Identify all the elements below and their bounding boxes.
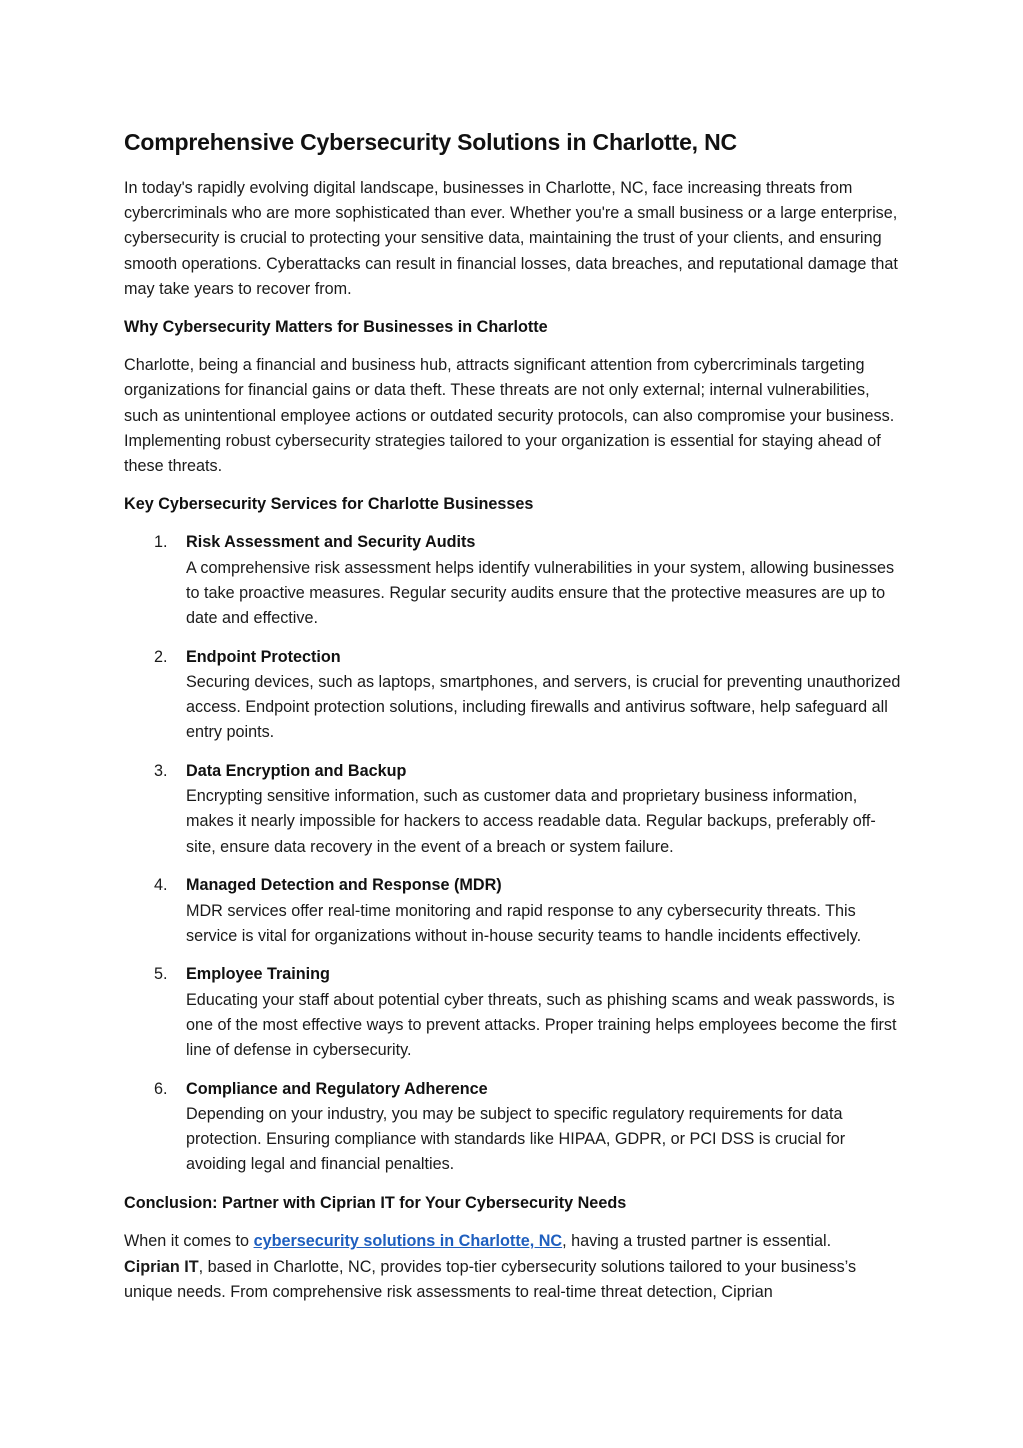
list-number: 2.	[154, 647, 168, 666]
why-heading: Why Cybersecurity Matters for Businesses in Charlotte	[124, 318, 548, 337]
list-item	[124, 962, 904, 1063]
list-item	[124, 1077, 904, 1178]
services-list	[124, 530, 904, 1177]
list-number: 3.	[154, 762, 168, 781]
list-item-description: Educating your staff about potential cyber threats, such as phishing scams and weak passwords, is one of the most effective ways to prevent attacks. Proper training helps employees become the first line of defense in cybersecurity.	[186, 990, 897, 1060]
list-item-title: Risk Assessment and Security Audits	[186, 533, 476, 552]
company-name: Ciprian IT	[124, 1257, 199, 1276]
list-item-title: Compliance and Regulatory Adherence	[186, 1079, 488, 1098]
list-item-description: Encrypting sensitive information, such as customer data and proprietary business information, makes it nearly impossible for hackers to access readable data. Regular backups, preferably off-site, ensure data recovery in the event of a breach or system failure.	[186, 787, 876, 856]
page-title: Comprehensive Cybersecurity Solutions in Charlotte, NC	[124, 129, 737, 155]
list-item-description: A comprehensive risk assessment helps identify vulnerabilities in your system, allowing businesses to take proactive measures. Regular security audits ensure that the protective measures are up to date and effective.	[186, 558, 895, 628]
conclusion-text-after-company: , based in Charlotte, NC, provides top-tier cybersecurity solutions tailored to your business’s unique needs. From comprehensive risk assessments to real-time threat detection, Ciprian	[124, 1257, 857, 1301]
services-heading: Key Cybersecurity Services for Charlotte Businesses	[124, 495, 534, 514]
list-item	[124, 759, 904, 860]
conclusion-text-start: When it comes to	[124, 1232, 254, 1251]
list-item	[124, 645, 904, 746]
list-item-title: Managed Detection and Response (MDR)	[186, 876, 502, 895]
list-item-description: Depending on your industry, you may be subject to specific regulatory requirements for data protection. Ensuring compliance with standards like HIPAA, GDPR, or PCI DSS is crucial for avoiding legal and financial penalties.	[186, 1105, 846, 1174]
list-item-title: Data Encryption and Backup	[186, 762, 407, 781]
cybersecurity-solutions-link[interactable]: cybersecurity solutions in Charlotte, NC	[253, 1232, 563, 1251]
list-number: 4.	[154, 876, 168, 895]
conclusion-heading: Conclusion: Partner with Ciprian IT for Your Cybersecurity Needs	[124, 1194, 627, 1213]
list-item	[124, 530, 904, 631]
conclusion-paragraph	[124, 1229, 904, 1305]
list-item-description: Securing devices, such as laptops, smartphones, and servers, is crucial for preventing unauthorized access. Endpoint protection solutions, including firewalls and antivirus software, help safeguard all entry points.	[186, 672, 901, 742]
list-item-description: MDR services offer real-time monitoring and rapid response to any cybersecurity threats. This service is vital for organizations without in-house security teams to handle incidents effectively.	[186, 901, 862, 945]
document-page	[124, 126, 904, 1305]
intro-paragraph: In today's rapidly evolving digital landscape, businesses in Charlotte, NC, face increasing threats from cybercriminals who are more sophisticated than ever. Whether you're a small business or a large enterprise, cybersecurity is crucial to protecting your sensitive data, maintaining the trust of your clients, and ensuring smooth operations. Cyberattacks can result in financial losses, data breaches, and reputational damage that may take years to recover from.	[124, 179, 898, 298]
list-number: 5.	[154, 965, 168, 984]
list-item-title: Endpoint Protection	[186, 647, 341, 666]
conclusion-text-after-link: , having a trusted partner is essential.	[562, 1232, 832, 1251]
list-number: 6.	[154, 1079, 168, 1098]
list-number: 1.	[154, 533, 168, 552]
list-item-title: Employee Training	[186, 965, 330, 984]
list-item	[124, 873, 904, 949]
why-paragraph: Charlotte, being a financial and business hub, attracts significant attention from cybercriminals targeting organizations for financial gains or data theft. These threats are not only external; internal vulnerabilities, such as unintentional employee actions or outdated security protocols, can also compromise your business. Implementing robust cybersecurity strategies tailored to your organization is essential for staying ahead of these threats.	[124, 356, 895, 476]
